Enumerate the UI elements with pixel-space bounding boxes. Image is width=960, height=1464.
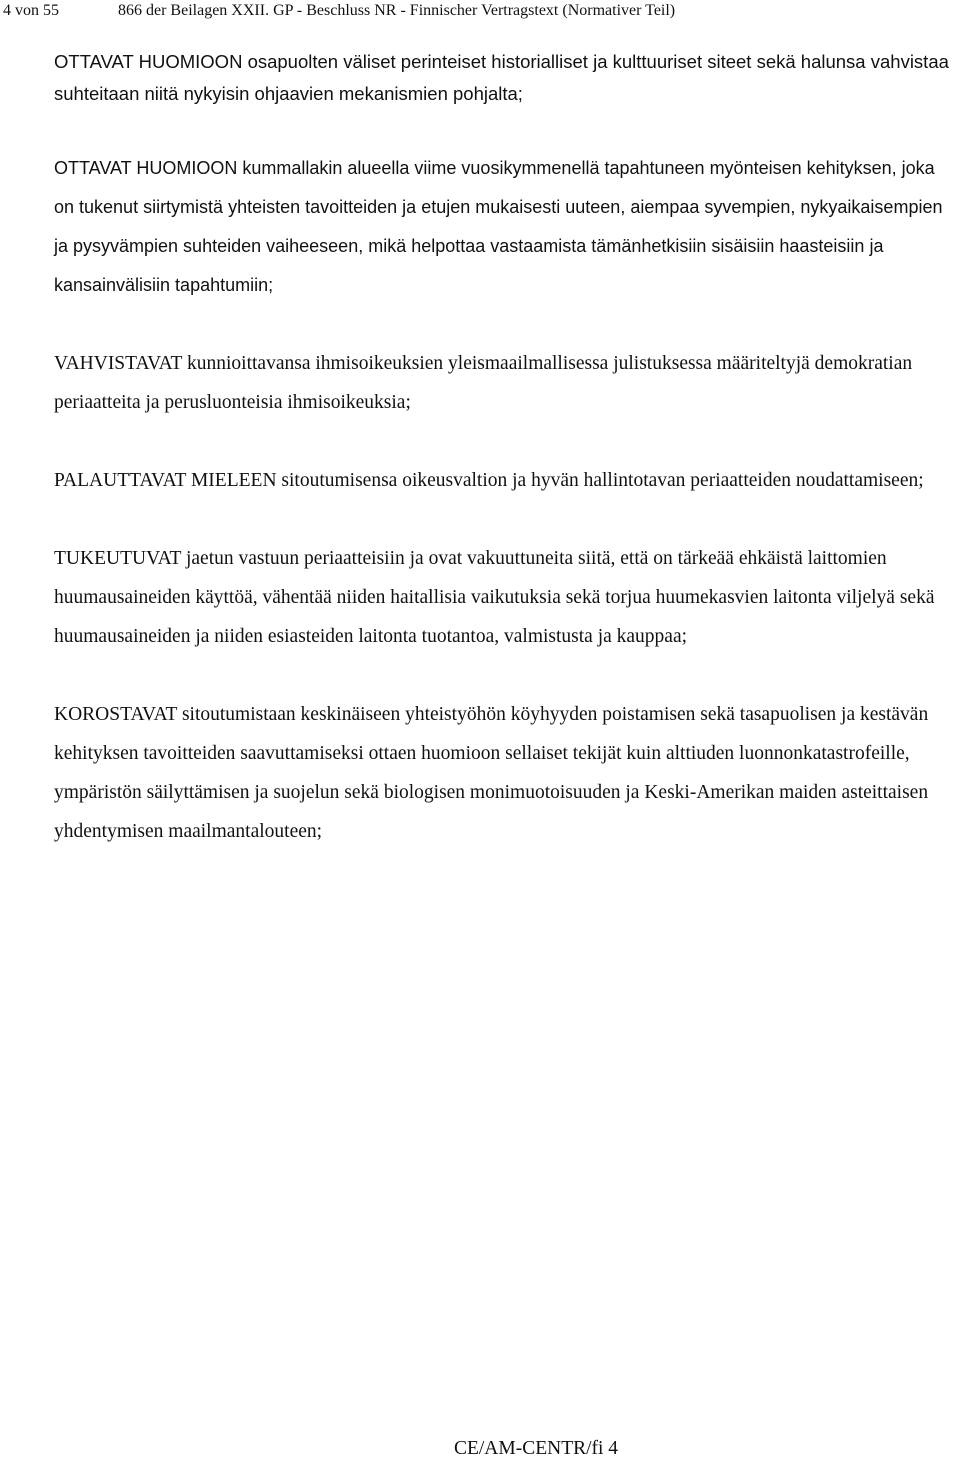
document-code: CE/AM-CENTR/fi 4 bbox=[453, 1438, 619, 1459]
recital-paragraph-5: TUKEUTUVAT jaetun vastuun periaatteisiin ja ovat vakuuttuneita siitä, että on tärkeää ehkäistä laittomien huumausaineiden käyttöä, vähentää niiden haitallisia vaikutuksia sekä torjua huumekasvien laitonta viljelyä sekä huumausaineiden ja niiden esiasteiden laitonta tuotantoa, valmistusta ja kauppaa; bbox=[54, 548, 935, 647]
document-body bbox=[54, 46, 954, 851]
recital-paragraph-2: OTTAVAT HUOMIOON kummallakin alueella viime vuosikymmenellä tapahtuneen myönteisen kehityksen, joka on tukenut siirtymistä yhteisten tavoitteiden ja etujen mukaisesti uuteen, aiempaa syvempien, nykyaikaisempien ja pysyvämpien suhteiden vaiheeseen, mikä helpottaa vastaamista tämänhetkisiin sisäisiin haasteisiin ja kansainvälisiin tapahtumiin; bbox=[54, 158, 943, 295]
recital-paragraph-1: OTTAVAT HUOMIOON osapuolten väliset perinteiset historialliset ja kulttuuriset siteet sekä halunsa vahvistaa suhteitaan niitä nykyisin ohjaavien mekanismien pohjalta; bbox=[54, 51, 949, 104]
recital-paragraph-6: KOROSTAVAT sitoutumistaan keskinäiseen yhteistyöhön köyhyyden poistamisen sekä tasapuolisen ja kestävän kehityksen tavoitteiden saavuttamiseksi ottaen huomioon sellaiset tekijät kuin alttiuden luonnonkatastrofeille, ympäristön säilyttämisen ja suojelun sekä biologisen monimuotoisuuden ja Keski-Amerikan maiden asteittaisen yhdentymisen maailmantalouteen; bbox=[54, 704, 929, 842]
page-number: 4 von 55 bbox=[3, 2, 59, 19]
page-footer bbox=[0, 1438, 960, 1460]
recital-paragraph-4: PALAUTTAVAT MIELEEN sitoutumisensa oikeusvaltion ja hyvän hallintotavan periaatteiden noudattamiseen; bbox=[54, 470, 924, 491]
recital-paragraph-3: VAHVISTAVAT kunnioittavansa ihmisoikeuksien yleismaailmallisessa julistuksessa määriteltyjä demokratian periaatteita ja perusluonteisia ihmisoikeuksia; bbox=[54, 353, 913, 413]
page-header bbox=[0, 0, 960, 24]
running-title: 866 der Beilagen XXII. GP - Beschluss NR - Finnischer Vertragstext (Normativer Teil) bbox=[118, 2, 676, 19]
